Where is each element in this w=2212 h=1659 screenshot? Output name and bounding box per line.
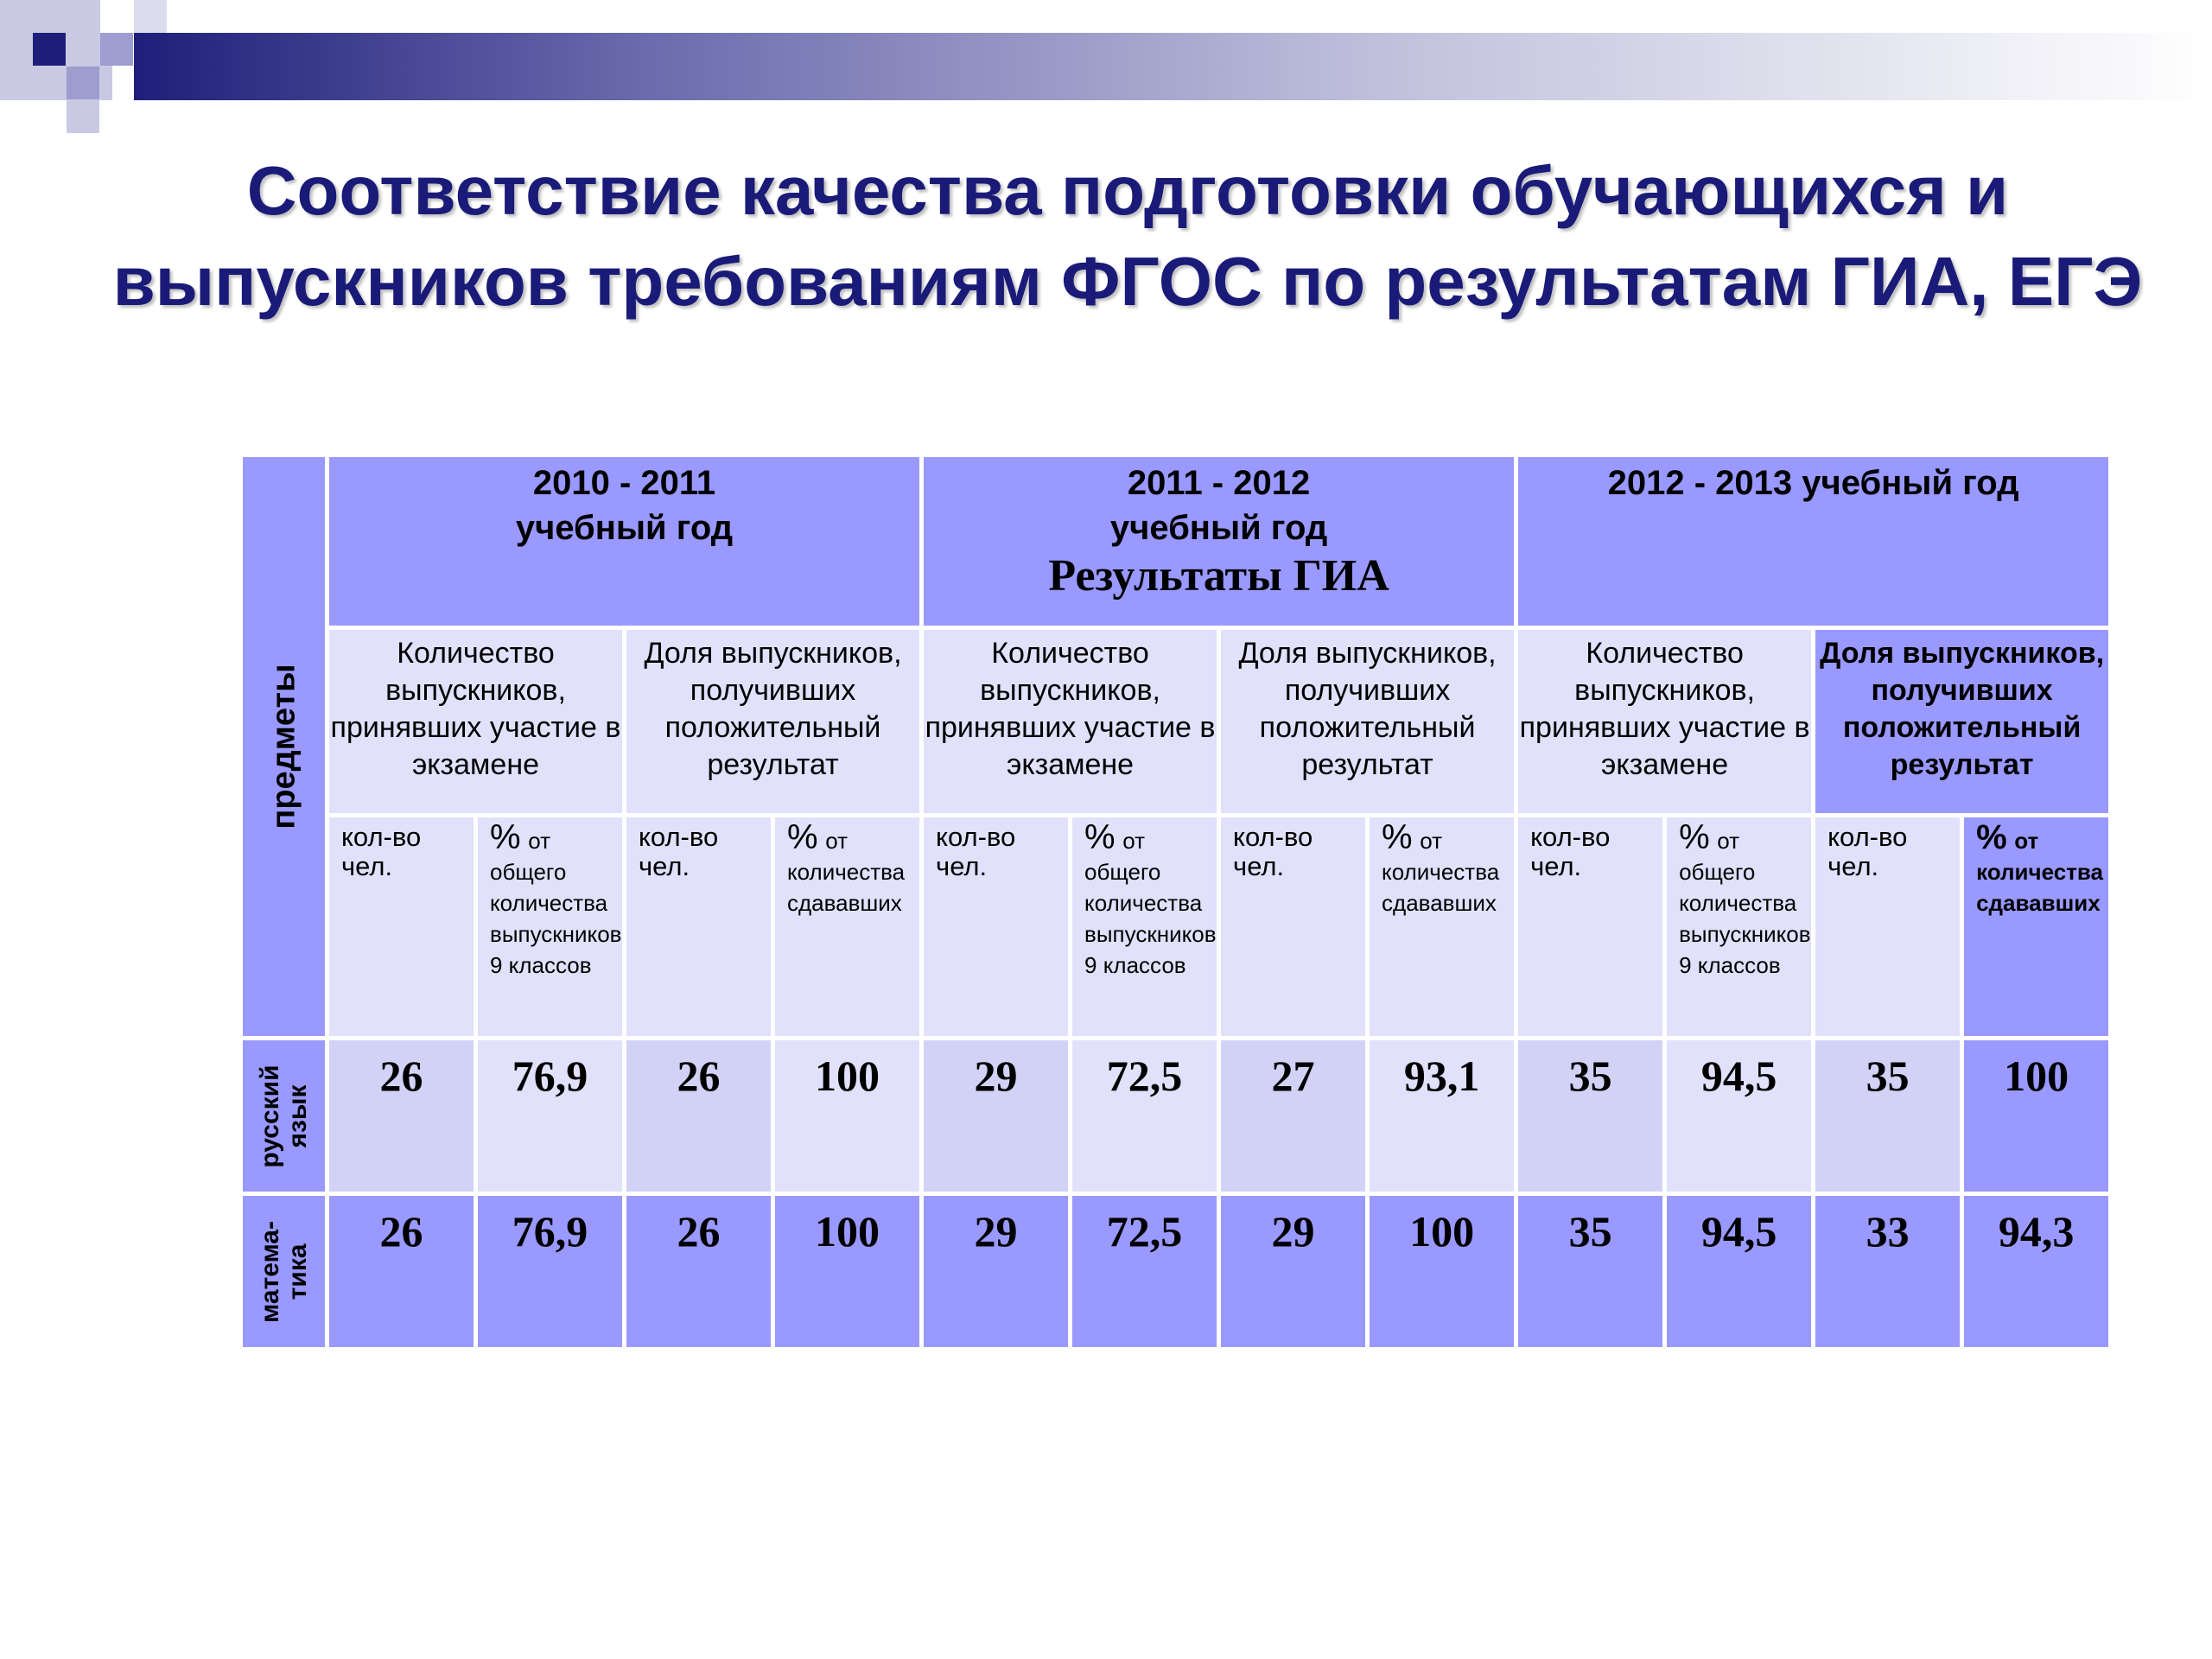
unit-pct-takers: % от количества сдававших: [773, 816, 922, 1039]
subject-label: матема-тика: [255, 1220, 312, 1323]
value-cell: 27: [1219, 1039, 1368, 1194]
share-header: Доля выпускников, получивших положительный результат: [1219, 628, 1516, 816]
decor-square: [67, 100, 99, 133]
subject-label: русский язык: [255, 1064, 312, 1168]
table-row: [241, 1194, 2111, 1350]
unit-qty: кол-во чел.: [327, 816, 476, 1039]
unit-qty: кол-во чел.: [1219, 816, 1368, 1039]
value-cell: 29: [922, 1039, 1071, 1194]
value-cell: 35: [1516, 1039, 1665, 1194]
share-header: Доля выпускников, получивших положительный результат: [1814, 628, 2111, 816]
row-header-label: предметы: [265, 664, 302, 830]
unit-qty: кол-во чел.: [625, 816, 773, 1039]
value-cell: 29: [922, 1194, 1071, 1350]
value-cell: 93,1: [1368, 1039, 1516, 1194]
count-header: Количество выпускников, принявших участие в экзамене: [1516, 628, 1814, 816]
decor-square: [100, 33, 133, 66]
unit-qty: кол-во чел.: [1516, 816, 1665, 1039]
year-label: 2010 - 2011: [532, 464, 716, 502]
unit-qty: кол-во чел.: [922, 816, 1071, 1039]
table-row: [241, 1039, 2111, 1194]
year-label: 2011 - 2012: [1127, 464, 1311, 502]
subject-cell: [241, 1194, 327, 1350]
decor-square: [134, 0, 167, 33]
value-cell: 72,5: [1071, 1194, 1219, 1350]
decor-square: [33, 33, 66, 66]
decor-square: [100, 0, 133, 33]
value-cell: 35: [1516, 1194, 1665, 1350]
count-header: Количество выпускников, принявших участие в экзамене: [327, 628, 625, 816]
value-cell: 26: [327, 1039, 476, 1194]
year-header-2012-2013: [1516, 455, 2111, 628]
slide-title: Соответствие качества подготовки обучающихся и выпускников требованиям ФГОС по результатам ГИА, ЕГЭ: [112, 152, 2143, 320]
value-cell: 26: [625, 1194, 773, 1350]
share-header: Доля выпускников, получивших положительный результат: [625, 628, 922, 816]
value-cell: 76,9: [476, 1039, 625, 1194]
value-cell: 72,5: [1071, 1039, 1219, 1194]
value-cell: 29: [1219, 1194, 1368, 1350]
year-sublabel: учебный год: [515, 509, 734, 547]
decor-square: [67, 67, 99, 99]
value-cell: 94,5: [1665, 1039, 1814, 1194]
unit-pct-grads: % от общего количества выпускников 9 классов: [1071, 816, 1219, 1039]
year-sublabel: учебный год: [1109, 509, 1328, 547]
results-table: [238, 453, 2113, 1351]
unit-pct-takers: % от количества сдававших: [1368, 816, 1516, 1039]
count-header: Количество выпускников, принявших участие в экзамене: [922, 628, 1219, 816]
unit-pct-grads: % от общего количества выпускников 9 классов: [476, 816, 625, 1039]
unit-qty: кол-во чел.: [1814, 816, 1962, 1039]
year-label: 2012 - 2013 учебный год: [1607, 464, 2019, 502]
value-cell: 94,3: [1962, 1194, 2111, 1350]
value-cell: 26: [327, 1194, 476, 1350]
value-cell: 26: [625, 1039, 773, 1194]
value-cell: 100: [1962, 1039, 2111, 1194]
year-header-2010-2011: [327, 455, 922, 628]
value-cell: 100: [773, 1194, 922, 1350]
row-header-cell: [241, 455, 327, 1039]
value-cell: 76,9: [476, 1194, 625, 1350]
year-header-2011-2012: [922, 455, 1516, 628]
header-band: [134, 33, 2212, 100]
value-cell: 33: [1814, 1194, 1962, 1350]
unit-pct-grads: % от общего количества выпускников 9 классов: [1665, 816, 1814, 1039]
value-cell: 35: [1814, 1039, 1962, 1194]
value-cell: 100: [1368, 1194, 1516, 1350]
gia-results-label: Результаты ГИА: [1048, 551, 1389, 601]
subject-cell: [241, 1039, 327, 1194]
value-cell: 94,5: [1665, 1194, 1814, 1350]
value-cell: 100: [773, 1039, 922, 1194]
unit-pct-takers: % от количества сдававших: [1962, 816, 2111, 1039]
